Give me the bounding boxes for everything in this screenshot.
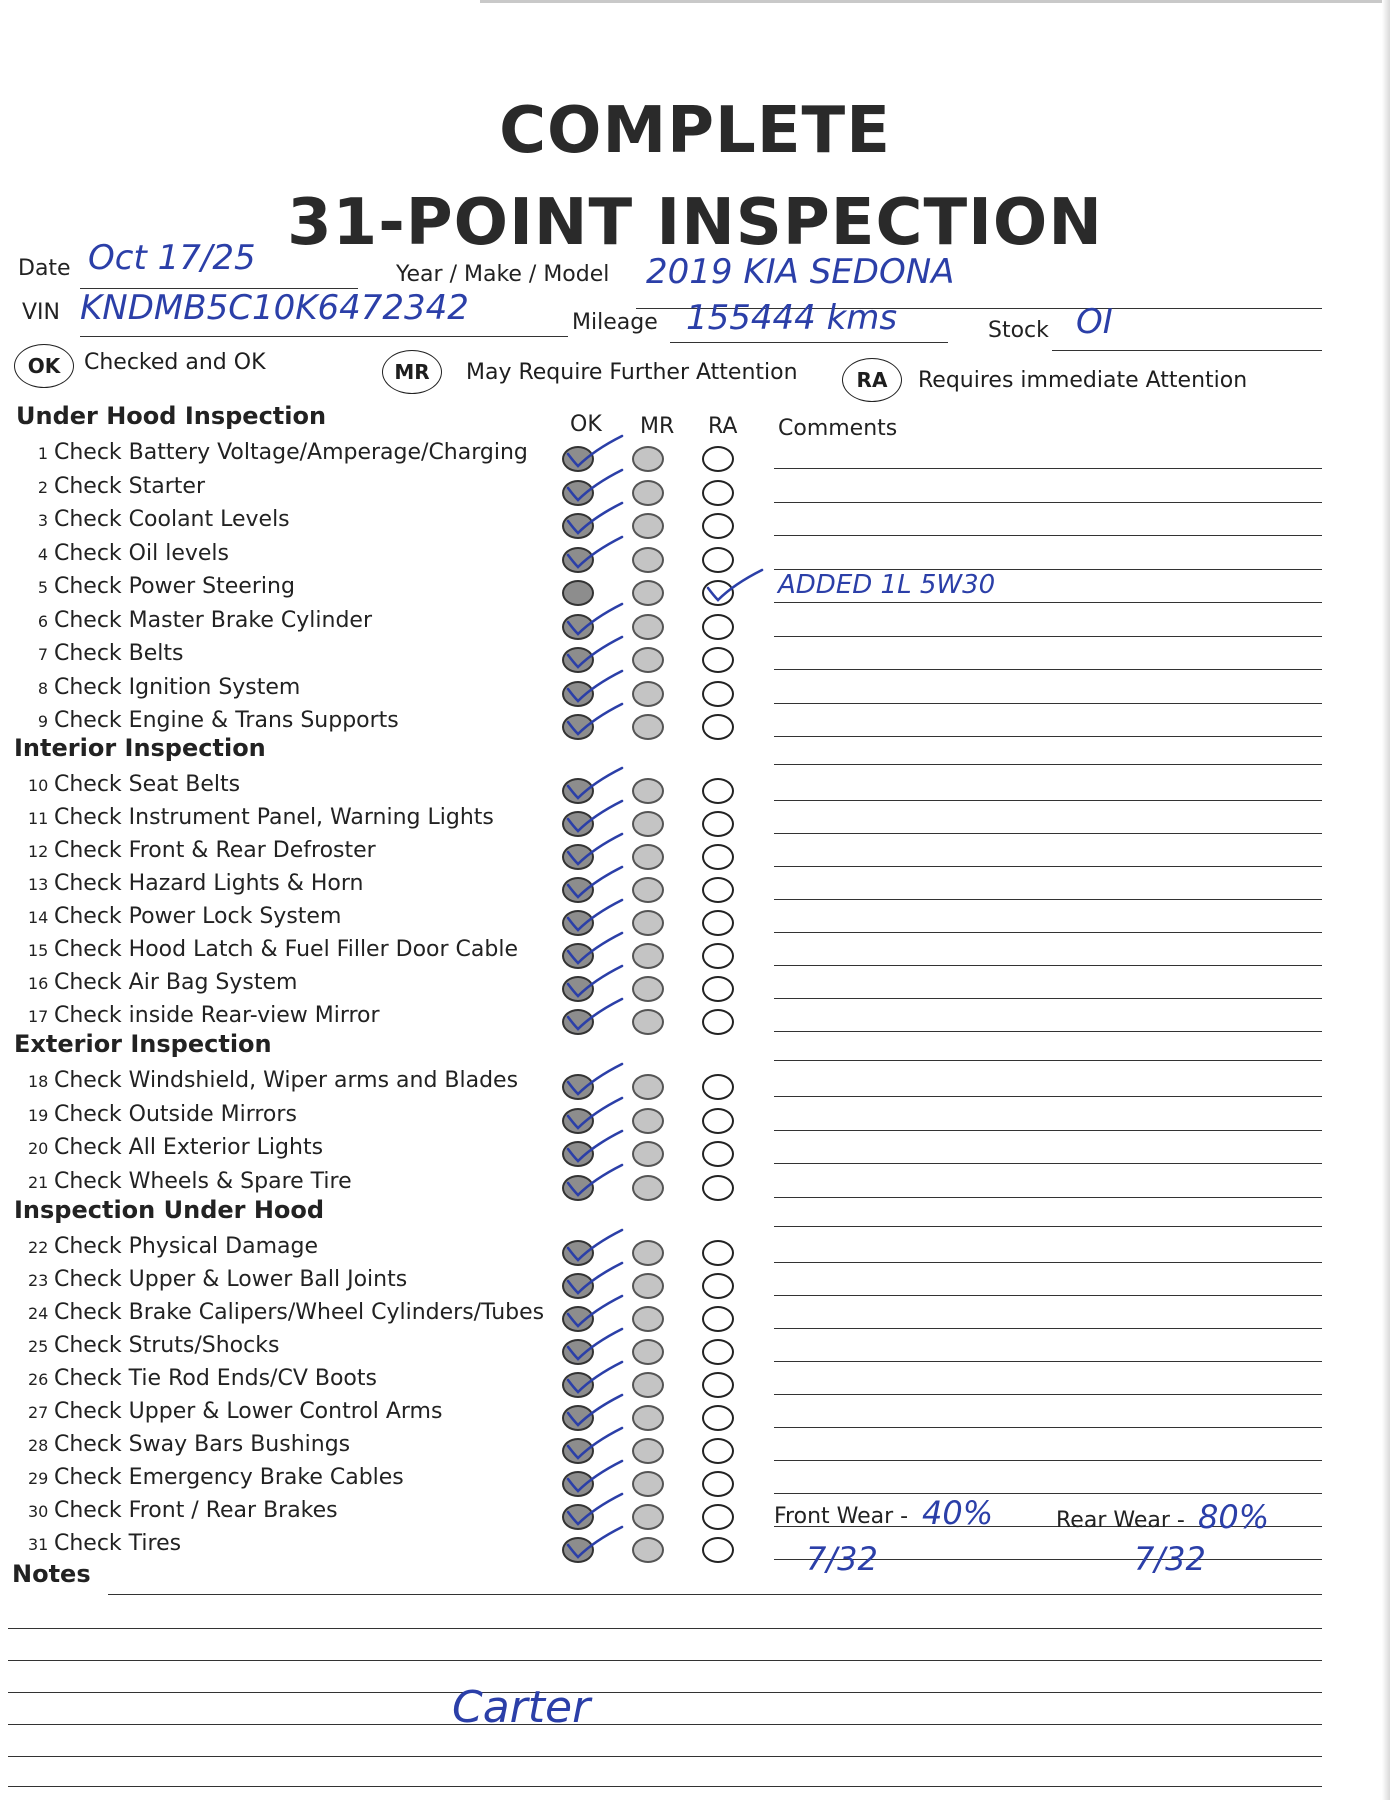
col-head-mr: MR — [640, 414, 675, 439]
item-number: 11 — [28, 809, 49, 828]
mr-bubble[interactable] — [632, 513, 664, 539]
check-mark-stroke — [568, 1395, 622, 1425]
item-number: 28 — [28, 1436, 49, 1455]
item-number: 29 — [28, 1469, 49, 1488]
item-label: Check Battery Voltage/Amperage/Charging — [54, 440, 528, 465]
comment-line[interactable] — [774, 535, 1322, 536]
ra-bubble[interactable] — [702, 1273, 734, 1299]
item-label: Check Front / Rear Brakes — [54, 1498, 338, 1523]
notes-line-7[interactable] — [8, 1786, 1322, 1787]
check-mark-stroke — [568, 1494, 622, 1524]
inspection-item — [28, 440, 528, 465]
comment-line[interactable] — [774, 998, 1322, 999]
comment-line[interactable] — [774, 1295, 1322, 1296]
legend-mr-circle: MR — [382, 350, 442, 394]
ra-bubble[interactable] — [702, 1504, 734, 1530]
ra-bubble[interactable] — [702, 1405, 734, 1431]
check-mark-stroke — [568, 966, 622, 996]
item-label: Check inside Rear-view Mirror — [54, 1003, 380, 1028]
mr-bubble[interactable] — [632, 1175, 664, 1201]
item-number: 21 — [28, 1172, 49, 1192]
item-number: 2 — [37, 477, 48, 497]
comment-line[interactable] — [774, 1130, 1322, 1131]
inspection-item — [28, 904, 341, 929]
item-number: 31 — [28, 1535, 49, 1554]
comment-line[interactable] — [774, 800, 1322, 801]
check-mark-icon — [564, 533, 634, 573]
comment-line[interactable] — [774, 1394, 1322, 1395]
mr-bubble[interactable] — [632, 811, 664, 837]
item-number: 1 — [37, 444, 48, 463]
inspection-item — [28, 1300, 544, 1325]
ra-bubble[interactable] — [702, 614, 734, 640]
mr-bubble[interactable] — [632, 877, 664, 903]
inspection-item — [28, 871, 363, 896]
mr-bubble[interactable] — [632, 1141, 664, 1167]
ra-bubble[interactable] — [702, 778, 734, 804]
mr-bubble[interactable] — [632, 681, 664, 707]
col-head-ra: RA — [708, 414, 738, 439]
check-mark-stroke — [568, 768, 622, 798]
check-mark-stroke — [568, 867, 622, 897]
comment-line[interactable] — [774, 1226, 1322, 1227]
comment-line[interactable] — [774, 636, 1322, 637]
inspection-item — [28, 1333, 279, 1358]
item-label: Check Air Bag System — [54, 970, 298, 995]
item-number: 15 — [28, 941, 49, 960]
item-label: Check All Exterior Lights — [54, 1135, 324, 1160]
stock-label: Stock — [988, 318, 1049, 343]
check-mark-stroke — [568, 1263, 622, 1293]
comment-line[interactable] — [774, 1096, 1322, 1097]
comment-line[interactable] — [774, 1427, 1322, 1428]
ra-bubble[interactable] — [702, 844, 734, 870]
check-mark-stroke — [568, 470, 622, 500]
scan-edge-right — [1382, 0, 1390, 1800]
notes-line-6[interactable] — [8, 1756, 1322, 1757]
comment-line[interactable] — [774, 1493, 1322, 1494]
legend-ok-circle: OK — [14, 344, 74, 388]
mr-bubble[interactable] — [632, 1306, 664, 1332]
item-number: 14 — [28, 908, 49, 927]
comment-line[interactable] — [774, 1361, 1322, 1362]
rear-tread-value[interactable]: 7/32 — [1134, 1540, 1206, 1578]
inspection-item — [28, 772, 240, 797]
item-label: Check Power Lock System — [54, 904, 342, 929]
check-mark-stroke — [568, 1165, 622, 1195]
scan-edge — [480, 0, 1390, 3]
ra-bubble[interactable] — [702, 1306, 734, 1332]
inspection-item — [28, 838, 376, 863]
inspection-item — [28, 1068, 518, 1093]
mr-bubble[interactable] — [632, 614, 664, 640]
rear-wear-label: Rear Wear - — [1056, 1508, 1185, 1533]
comment-line[interactable] — [774, 1460, 1322, 1461]
check-mark-stroke — [568, 801, 622, 831]
item-number: 5 — [37, 578, 48, 597]
comment-line[interactable] — [774, 502, 1322, 503]
inspection-item — [28, 1432, 350, 1457]
item-label: Check Engine & Trans Supports — [54, 708, 399, 733]
item-label: Check Upper & Lower Ball Joints — [54, 1267, 408, 1292]
mr-bubble[interactable] — [632, 547, 664, 573]
item-number: 25 — [28, 1337, 49, 1356]
ra-bubble[interactable] — [702, 1074, 734, 1100]
item-number: 23 — [28, 1271, 49, 1290]
item-number: 22 — [28, 1238, 49, 1257]
section-title: Interior Inspection — [14, 734, 266, 762]
inspection-item — [28, 1498, 338, 1523]
ra-bubble[interactable] — [702, 1108, 734, 1134]
ra-bubble[interactable] — [702, 877, 734, 903]
notes-line-2[interactable] — [8, 1628, 1322, 1629]
item-label: Check Tires — [54, 1531, 182, 1556]
mr-bubble[interactable] — [632, 976, 664, 1002]
check-mark-stroke — [568, 671, 622, 701]
comment-line[interactable] — [774, 866, 1322, 867]
notes-label: Notes — [12, 1560, 91, 1588]
item-label: Check Front & Rear Defroster — [54, 838, 376, 863]
comment-line[interactable] — [774, 1060, 1322, 1061]
ra-bubble[interactable] — [702, 1009, 734, 1035]
ra-bubble[interactable] — [702, 1471, 734, 1497]
item-number: 20 — [28, 1139, 49, 1158]
item-number: 10 — [28, 776, 49, 795]
mr-bubble[interactable] — [632, 1504, 664, 1530]
item-number: 19 — [28, 1105, 49, 1125]
mr-bubble[interactable] — [632, 943, 664, 969]
item-label: Check Instrument Panel, Warning Lights — [54, 805, 494, 830]
mr-bubble[interactable] — [632, 647, 664, 673]
item-label: Check Brake Calipers/Wheel Cylinders/Tubes — [54, 1300, 545, 1325]
notes-line-5[interactable] — [8, 1724, 1322, 1725]
mr-bubble[interactable] — [632, 480, 664, 506]
mr-bubble[interactable] — [632, 580, 664, 606]
item-number: 7 — [37, 645, 48, 664]
check-mark-icon — [704, 566, 774, 606]
comment-line[interactable] — [774, 1197, 1322, 1198]
ra-bubble[interactable] — [702, 1240, 734, 1266]
ra-bubble[interactable] — [702, 1537, 734, 1563]
mr-bubble[interactable] — [632, 1273, 664, 1299]
check-mark-stroke — [568, 1428, 622, 1458]
check-mark-stroke — [708, 570, 762, 600]
check-mark-stroke — [568, 900, 622, 930]
item-number: 8 — [37, 678, 48, 698]
mr-bubble[interactable] — [632, 910, 664, 936]
inspection-item — [28, 1234, 318, 1259]
inspection-item — [28, 574, 295, 599]
inspection-item — [28, 641, 184, 666]
ra-bubble[interactable] — [702, 910, 734, 936]
item-number: 9 — [37, 712, 48, 731]
comment-line[interactable] — [774, 468, 1322, 469]
ra-bubble[interactable] — [702, 714, 734, 740]
check-mark-stroke — [568, 1098, 622, 1128]
mr-bubble[interactable] — [632, 1372, 664, 1398]
inspection-item — [28, 708, 399, 733]
inspection-item — [28, 970, 297, 995]
item-label: Check Power Steering — [54, 574, 295, 599]
check-mark-stroke — [568, 1527, 622, 1557]
check-mark-stroke — [568, 537, 622, 567]
ra-bubble[interactable] — [702, 1175, 734, 1201]
inspection-item — [28, 1399, 442, 1424]
item-label: Check Seat Belts — [54, 772, 241, 797]
item-label: Check Starter — [54, 473, 205, 499]
item-label: Check Oil levels — [54, 540, 229, 566]
mr-bubble[interactable] — [632, 778, 664, 804]
inspection-item — [28, 1102, 297, 1127]
ra-bubble[interactable] — [702, 976, 734, 1002]
mr-bubble[interactable] — [632, 446, 664, 472]
ra-bubble[interactable] — [702, 513, 734, 539]
item-number: 13 — [28, 875, 49, 894]
title-line-2: 31-POINT INSPECTION — [287, 186, 1103, 260]
inspection-item — [28, 507, 290, 532]
mr-bubble[interactable] — [632, 1438, 664, 1464]
comment-line[interactable] — [774, 736, 1322, 737]
mr-bubble[interactable] — [632, 1108, 664, 1134]
front-tread-value[interactable]: 7/32 — [806, 1540, 878, 1578]
ymm-label: Year / Make / Model — [396, 262, 610, 287]
item-label: Check Belts — [54, 641, 184, 666]
stock-value[interactable]: OI — [1076, 302, 1113, 342]
check-mark-stroke — [568, 637, 622, 667]
date-value[interactable]: Oct 17/25 — [88, 238, 256, 278]
check-mark-stroke — [568, 503, 622, 533]
comment-line[interactable] — [774, 764, 1322, 765]
item-number: 26 — [28, 1370, 49, 1389]
item-label: Check Hazard Lights & Horn — [54, 871, 364, 896]
rear-wear-value[interactable]: 80% — [1198, 1498, 1270, 1536]
item-number: 24 — [28, 1304, 49, 1323]
item-number: 17 — [28, 1007, 49, 1026]
comment-line[interactable] — [774, 1262, 1322, 1263]
check-mark-stroke — [568, 1461, 622, 1491]
title-line-1: COMPLETE — [499, 94, 891, 168]
mr-bubble[interactable] — [632, 1074, 664, 1100]
legend-ra-circle: RA — [842, 358, 902, 402]
mr-bubble[interactable] — [632, 1405, 664, 1431]
item-label: Check Hood Latch & Fuel Filler Door Cable — [54, 937, 518, 962]
check-mark-stroke — [568, 834, 622, 864]
mr-bubble[interactable] — [632, 714, 664, 740]
notes-line-4[interactable] — [8, 1692, 1322, 1693]
inspection-item — [28, 474, 205, 499]
ra-bubble[interactable] — [702, 647, 734, 673]
inspection-item — [28, 1135, 323, 1160]
item-comment[interactable]: ADDED 1L 5W30 — [778, 570, 996, 600]
inspection-item — [28, 1531, 181, 1556]
check-mark-stroke — [568, 1230, 622, 1260]
mr-bubble[interactable] — [632, 1009, 664, 1035]
check-mark-stroke — [568, 933, 622, 963]
comment-line[interactable] — [774, 965, 1322, 966]
item-label: Check Physical Damage — [54, 1234, 318, 1259]
inspection-item — [28, 1366, 377, 1391]
ra-bubble[interactable] — [702, 1438, 734, 1464]
legend-ok-text: Checked and OK — [84, 350, 266, 375]
item-label: Check Outside Mirrors — [54, 1101, 297, 1127]
item-number: 6 — [37, 611, 48, 631]
ra-bubble[interactable] — [702, 480, 734, 506]
mr-bubble[interactable] — [632, 1240, 664, 1266]
check-mark-stroke — [568, 1362, 622, 1392]
check-mark-stroke — [568, 999, 622, 1029]
item-label: Check Upper & Lower Control Arms — [54, 1399, 443, 1424]
check-mark-icon — [564, 1161, 634, 1201]
ymm-value[interactable]: 2019 KIA SEDONA — [646, 252, 955, 292]
item-label: Check Emergency Brake Cables — [54, 1465, 404, 1490]
ra-bubble[interactable] — [702, 1141, 734, 1167]
check-mark-stroke — [568, 1131, 622, 1161]
col-head-comments: Comments — [778, 416, 898, 441]
item-number: 4 — [37, 544, 48, 564]
vin-label: VIN — [22, 300, 60, 325]
check-mark-stroke — [568, 1329, 622, 1359]
item-label: Check Ignition System — [54, 674, 301, 700]
legend-ra-text: Requires immediate Attention — [918, 368, 1248, 393]
ra-bubble[interactable] — [702, 681, 734, 707]
item-number: 27 — [28, 1403, 49, 1422]
comment-line[interactable] — [774, 1031, 1322, 1032]
ra-bubble[interactable] — [702, 1339, 734, 1365]
inspection-item — [28, 608, 372, 633]
inspection-item — [28, 675, 300, 700]
item-label: Check Coolant Levels — [54, 507, 290, 532]
check-mark-icon — [564, 1523, 634, 1563]
inspection-item — [28, 937, 518, 962]
section-title: Exterior Inspection — [14, 1030, 272, 1058]
mileage-value[interactable]: 155444 kms — [686, 298, 898, 338]
col-head-ok: OK — [570, 412, 602, 437]
inspection-item — [28, 1465, 404, 1490]
mr-bubble[interactable] — [632, 1537, 664, 1563]
signature: Carter — [452, 1682, 591, 1733]
vin-value[interactable]: KNDMB5C10K6472342 — [80, 288, 469, 328]
check-mark-icon — [564, 700, 634, 740]
front-wear-label: Front Wear - — [774, 1504, 909, 1529]
item-label: Check Tie Rod Ends/CV Boots — [54, 1366, 377, 1391]
ra-bubble[interactable] — [702, 1372, 734, 1398]
item-label: Check Sway Bars Bushings — [54, 1432, 351, 1457]
check-mark-stroke — [568, 1064, 622, 1094]
check-mark-stroke — [568, 704, 622, 734]
item-number: 18 — [28, 1072, 49, 1091]
check-mark-icon — [564, 995, 634, 1035]
mileage-label: Mileage — [572, 310, 658, 335]
comment-line[interactable] — [774, 703, 1322, 704]
item-number: 3 — [37, 511, 48, 530]
inspection-item — [28, 805, 494, 830]
item-label: Check Wheels & Spare Tire — [54, 1168, 352, 1194]
section-title: Under Hood Inspection — [16, 402, 327, 430]
section-title: Inspection Under Hood — [14, 1196, 325, 1224]
notes-line-3[interactable] — [8, 1660, 1322, 1661]
inspection-item — [28, 1003, 380, 1028]
mr-bubble[interactable] — [632, 844, 664, 870]
comment-line[interactable] — [774, 1163, 1322, 1164]
check-mark-stroke — [568, 1296, 622, 1326]
ra-bubble[interactable] — [702, 811, 734, 837]
check-mark-stroke — [568, 436, 622, 466]
legend-mr-text: May Require Further Attention — [466, 360, 798, 385]
item-label: Check Master Brake Cylinder — [54, 607, 372, 633]
item-label: Check Struts/Shocks — [54, 1333, 280, 1358]
notes-line-1[interactable] — [108, 1594, 1322, 1595]
item-label: Check Windshield, Wiper arms and Blades — [54, 1068, 519, 1093]
item-number: 16 — [28, 974, 49, 993]
item-number: 12 — [28, 842, 49, 861]
date-label: Date — [18, 256, 71, 281]
comment-line[interactable] — [774, 1328, 1322, 1329]
check-mark-stroke — [568, 604, 622, 634]
inspection-item — [28, 541, 229, 566]
front-wear-value[interactable]: 40% — [922, 1494, 994, 1532]
ra-bubble[interactable] — [702, 943, 734, 969]
comment-line[interactable] — [774, 833, 1322, 834]
mr-bubble[interactable] — [632, 1471, 664, 1497]
comment-line[interactable] — [774, 899, 1322, 900]
comment-line[interactable] — [774, 602, 1322, 603]
inspection-item — [28, 1267, 407, 1292]
inspection-item — [28, 1169, 352, 1194]
comment-line[interactable] — [774, 669, 1322, 670]
ra-bubble[interactable] — [702, 446, 734, 472]
comment-line[interactable] — [774, 932, 1322, 933]
mr-bubble[interactable] — [632, 1339, 664, 1365]
item-number: 30 — [28, 1502, 49, 1521]
